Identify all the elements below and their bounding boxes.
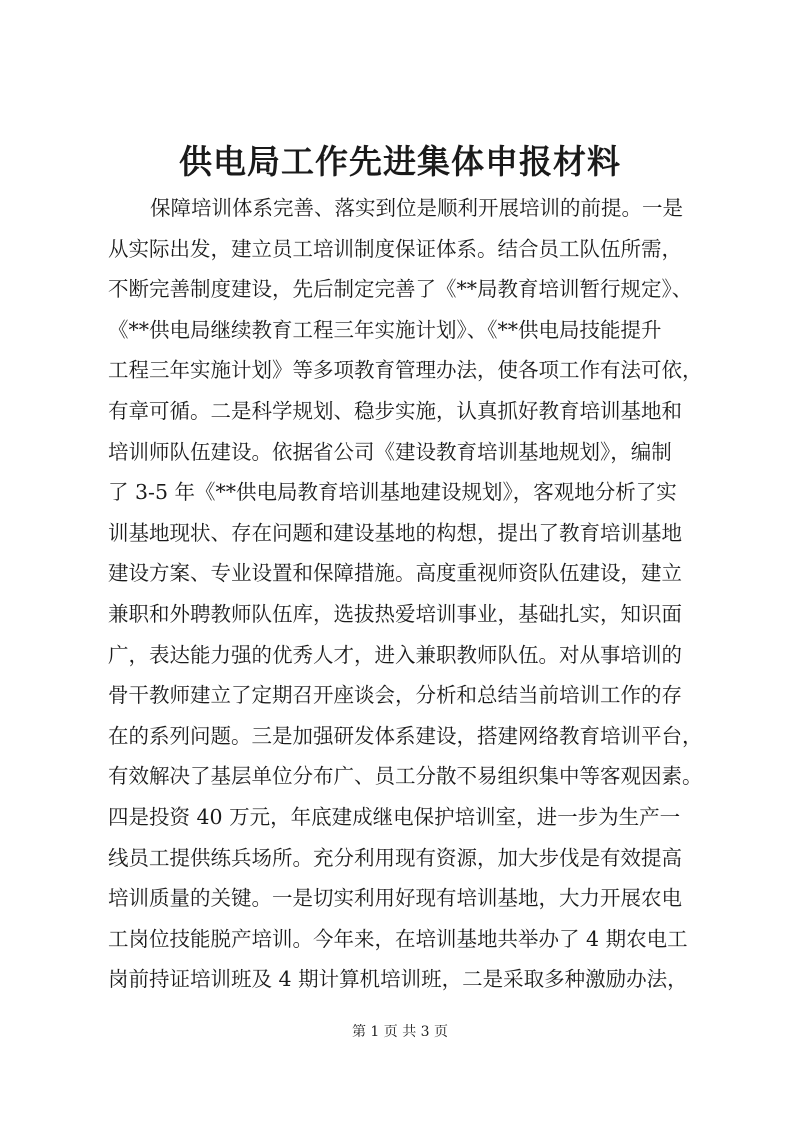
body-line: 建设方案、专业设置和保障措施。高度重视师资队伍建设，建立 — [108, 561, 682, 586]
body-line: 不断完善制度建设，先后制定完善了《**局教育培训暂行规定》、 — [108, 277, 693, 302]
document-title: 供电局工作先进集体申报材料 — [179, 142, 621, 181]
body-line: 线员工提供练兵场所。充分利用现有资源，加大步伐是有效提高 — [108, 845, 682, 870]
body-line: 广，表达能力强的优秀人才，进入兼职教师队伍。对从事培训的 — [108, 642, 682, 667]
body-line: 工岗位技能脱产培训。今年来，在培训基地共举办了 4 期农电工 — [108, 926, 688, 951]
body-line: 《**供电局继续教育工程三年实施计划》、《**供电局技能提升 — [108, 317, 662, 342]
body-line: 兼职和外聘教师队伍库，选拔热爱培训事业，基础扎实，知识面 — [108, 601, 682, 626]
body-line: 在的系列问题。三是加强研发体系建设，搭建网络教育培训平台， — [108, 723, 703, 748]
body-line: 骨干教师建立了定期召开座谈会，分析和总结当前培训工作的存 — [108, 683, 682, 708]
body-line: 培训师队伍建设。依据省公司《建设教育培训基地规划》，编制 — [108, 439, 672, 464]
body-line: 工程三年实施计划》等多项教育管理办法，使各项工作有法可依， — [108, 358, 703, 383]
body-line: 四是投资 40 万元，年底建成继电保护培训室，进一步为生产一 — [108, 804, 681, 829]
body-line: 有章可循。二是科学规划、稳步实施，认真抓好教育培训基地和 — [108, 398, 682, 423]
page-footer: 第 1 页 共 3 页 — [351, 1024, 449, 1040]
body-line: 了 3-5 年《**供电局教育培训基地建设规划》，客观地分析了实 — [108, 480, 677, 505]
body-line: 从实际出发，建立员工培训制度保证体系。结合员工队伍所需， — [108, 236, 682, 261]
body-line: 有效解决了基层单位分布广、员工分散不易组织集中等客观因素。 — [108, 764, 703, 789]
document-body — [108, 188, 708, 1000]
body-line: 保障培训体系完善、落实到位是顺利开展培训的前提。一是 — [150, 196, 683, 220]
body-line: 训基地现状、存在问题和建设基地的构想，提出了教育培训基地 — [108, 520, 682, 545]
body-line: 岗前持证培训班及 4 期计算机培训班，二是采取多种激励办法， — [108, 967, 688, 992]
body-line: 培训质量的关键。一是切实利用好现有培训基地，大力开展农电 — [108, 886, 682, 911]
